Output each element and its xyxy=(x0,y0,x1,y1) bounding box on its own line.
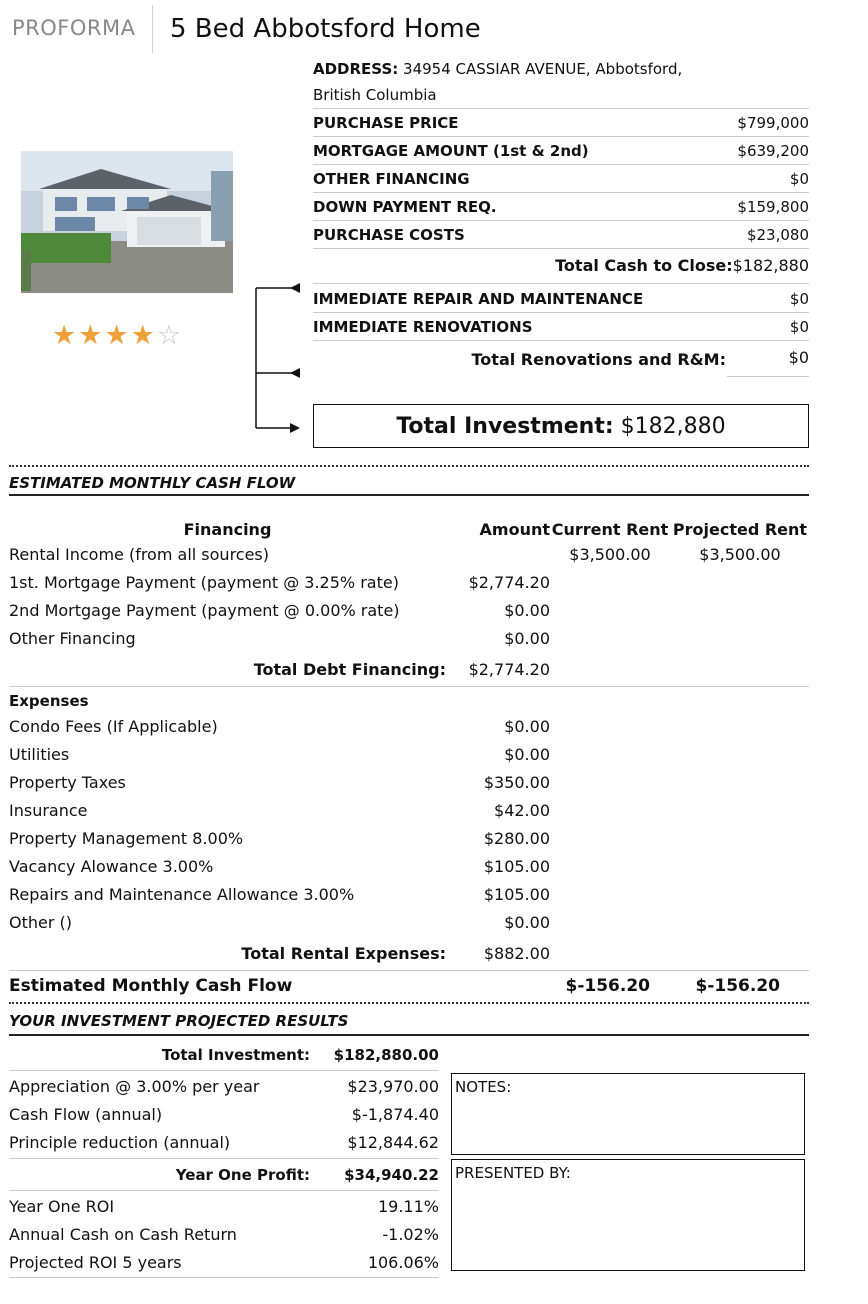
expense-amount: $350.00 xyxy=(483,773,550,792)
year-one-profit-value: $34,940.22 xyxy=(344,1166,439,1184)
results-section-title: YOUR INVESTMENT PROJECTED RESULTS xyxy=(9,1012,349,1030)
other-financing-row xyxy=(313,165,809,193)
address-line-2: British Columbia xyxy=(313,86,437,104)
address-line-1 xyxy=(313,60,809,78)
expense-label: Other () xyxy=(9,913,72,932)
total-renovations-underline xyxy=(727,376,809,377)
section-divider-dotted xyxy=(9,1002,809,1004)
other-financing-value: $0 xyxy=(789,170,809,188)
other-financing-cf-label: Other Financing xyxy=(9,629,136,648)
total-investment-box xyxy=(313,404,809,448)
mortgage-amount-value: $639,200 xyxy=(737,142,809,160)
repair-maintenance-label: IMMEDIATE REPAIR AND MAINTENANCE xyxy=(313,290,644,308)
first-mortgage-amount: $2,774.20 xyxy=(468,573,550,592)
expense-label: Property Taxes xyxy=(9,773,126,792)
expense-label: Vacancy Alowance 3.00% xyxy=(9,857,214,876)
renovations-label: IMMEDIATE RENOVATIONS xyxy=(313,318,533,336)
repair-maintenance-row xyxy=(313,285,809,313)
financing-header: Financing xyxy=(183,520,272,539)
expense-amount: $105.00 xyxy=(483,885,550,904)
second-mortgage-amount: $0.00 xyxy=(504,601,550,620)
expense-label: Insurance xyxy=(9,801,88,820)
expenses-header: Expenses xyxy=(9,692,89,710)
total-expenses-amount: $882.00 xyxy=(483,944,550,963)
cash-to-close-row xyxy=(313,256,809,275)
cashflow-section-title: ESTIMATED MONTHLY CASH FLOW xyxy=(9,474,296,492)
results-divider xyxy=(9,1190,439,1191)
notes-box[interactable] xyxy=(451,1073,805,1155)
appreciation-label: Appreciation @ 3.00% per year xyxy=(9,1077,260,1096)
year-one-roi-label: Year One ROI xyxy=(9,1197,115,1216)
rental-income-current: $3,500.00 xyxy=(569,545,651,564)
property-photo xyxy=(21,151,233,293)
rental-income-projected: $3,500.00 xyxy=(699,545,781,564)
down-payment-row xyxy=(313,193,809,221)
appreciation-value: $23,970.00 xyxy=(347,1077,439,1096)
renovations-row xyxy=(313,313,809,341)
expense-label: Repairs and Maintenance Allowance 3.00% xyxy=(9,885,355,904)
cash-on-cash-value: -1.02% xyxy=(382,1225,439,1244)
amount-header: Amount xyxy=(479,520,550,539)
net-cashflow-current: $-156.20 xyxy=(565,976,650,996)
financing-divider xyxy=(9,686,809,687)
address-street: 34954 CASSIAR AVENUE, Abbotsford, xyxy=(403,60,683,78)
mortgage-amount-row xyxy=(313,137,809,165)
section-divider-solid xyxy=(9,1034,809,1036)
rental-income-label: Rental Income (from all sources) xyxy=(9,545,270,564)
star-rating xyxy=(52,321,202,351)
expense-amount: $0.00 xyxy=(504,745,550,764)
expense-amount: $42.00 xyxy=(494,801,550,820)
purchase-price-value: $799,000 xyxy=(737,114,809,132)
star-empty-icon: ☆ xyxy=(156,320,184,351)
notes-label: NOTES: xyxy=(455,1078,512,1096)
expense-amount: $0.00 xyxy=(504,717,550,736)
purchase-price-label: PURCHASE PRICE xyxy=(313,114,459,132)
total-debt-label: Total Debt Financing: xyxy=(253,660,446,679)
total-investment-label: Total Investment: xyxy=(396,414,614,439)
other-financing-cf-amount: $0.00 xyxy=(504,629,550,648)
net-cashflow-label: Estimated Monthly Cash Flow xyxy=(9,976,293,996)
principle-reduction-label: Principle reduction (annual) xyxy=(9,1133,231,1152)
expense-amount: $105.00 xyxy=(483,857,550,876)
principle-reduction-value: $12,844.62 xyxy=(347,1133,439,1152)
purchase-costs-label: PURCHASE COSTS xyxy=(313,226,465,244)
first-mortgage-label: 1st. Mortgage Payment (payment @ 3.25% rate) xyxy=(9,573,399,592)
current-rent-header: Current Rent xyxy=(551,520,669,539)
purchase-costs-row xyxy=(313,221,809,249)
section-divider-dotted xyxy=(9,465,809,467)
star-filled-icon: ★ xyxy=(52,320,79,351)
flow-connector xyxy=(240,278,320,438)
address-label: ADDRESS: xyxy=(313,60,399,78)
expense-label: Condo Fees (If Applicable) xyxy=(9,717,218,736)
expenses-divider xyxy=(9,970,809,971)
year-one-profit-label: Year One Profit: xyxy=(175,1166,310,1184)
results-divider xyxy=(9,1277,439,1278)
star-filled-icon: ★ xyxy=(130,320,157,351)
expense-label: Utilities xyxy=(9,745,70,764)
arrow-left-icon xyxy=(290,283,300,293)
section-divider-solid xyxy=(9,494,809,496)
results-total-investment-value: $182,880.00 xyxy=(333,1046,439,1064)
projected-roi-value: 106.06% xyxy=(367,1253,439,1272)
purchase-costs-value: $23,080 xyxy=(746,226,809,244)
proforma-label: PROFORMA xyxy=(12,16,136,40)
results-divider xyxy=(9,1158,439,1159)
cash-to-close-divider xyxy=(313,283,809,284)
annual-cashflow-label: Cash Flow (annual) xyxy=(9,1105,163,1124)
expense-amount: $0.00 xyxy=(504,913,550,932)
annual-cashflow-value: $-1,874.40 xyxy=(351,1105,439,1124)
down-payment-value: $159,800 xyxy=(737,198,809,216)
total-renovations-value: $0 xyxy=(788,348,809,367)
second-mortgage-label: 2nd Mortgage Payment (payment @ 0.00% rate) xyxy=(9,601,400,620)
total-investment-value: $182,880 xyxy=(620,414,726,439)
header-divider xyxy=(152,5,153,53)
cash-on-cash-label: Annual Cash on Cash Return xyxy=(9,1225,237,1244)
cash-to-close-value: $182,880 xyxy=(732,256,809,275)
year-one-roi-value: 19.11% xyxy=(377,1197,439,1216)
total-expenses-label: Total Rental Expenses: xyxy=(241,944,446,963)
renovations-value: $0 xyxy=(789,318,809,336)
expense-label: Property Management 8.00% xyxy=(9,829,244,848)
purchase-price-row xyxy=(313,109,809,137)
projected-rent-header: Projected Rent xyxy=(672,520,808,539)
arrow-left-icon xyxy=(290,368,300,378)
projected-roi-label: Projected ROI 5 years xyxy=(9,1253,182,1272)
arrow-right-icon xyxy=(290,423,300,433)
down-payment-label: DOWN PAYMENT REQ. xyxy=(313,198,497,216)
page-title: 5 Bed Abbotsford Home xyxy=(170,14,481,44)
presented-by-label: PRESENTED BY: xyxy=(455,1164,571,1182)
star-filled-icon: ★ xyxy=(104,320,131,351)
star-filled-icon: ★ xyxy=(78,320,105,351)
total-renovations-label: Total Renovations and R&M: xyxy=(471,350,726,369)
presented-by-box[interactable] xyxy=(451,1159,805,1271)
mortgage-amount-label: MORTGAGE AMOUNT (1st & 2nd) xyxy=(313,142,589,160)
net-cashflow-projected: $-156.20 xyxy=(695,976,780,996)
results-total-investment-label: Total Investment: xyxy=(161,1046,310,1064)
repair-maintenance-value: $0 xyxy=(789,290,809,308)
results-divider xyxy=(9,1070,439,1071)
other-financing-label: OTHER FINANCING xyxy=(313,170,470,188)
cash-to-close-label: Total Cash to Close: xyxy=(555,256,733,275)
expense-amount: $280.00 xyxy=(483,829,550,848)
total-debt-amount: $2,774.20 xyxy=(468,660,550,679)
